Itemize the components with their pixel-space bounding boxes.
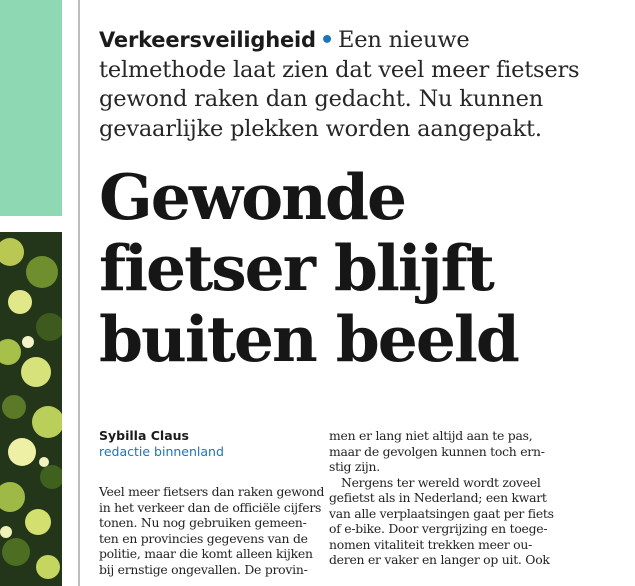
body-paragraph (329, 428, 579, 475)
intro-line: gevaarlijke plekken worden aangepakt. (99, 115, 542, 142)
headline (99, 162, 635, 375)
body-column-2 (329, 428, 579, 568)
body-line: men er lang niet altijd aan te pas, (329, 428, 533, 443)
body-line: ten en provincies gegevens van de (99, 530, 308, 546)
author-department: redactie binnenland (99, 444, 224, 459)
headline-line: fietser blijft (99, 231, 493, 305)
foliage-photo (0, 232, 62, 586)
article (99, 0, 635, 586)
body-line: politie, maar die komt alleen kijken (99, 546, 313, 561)
intro-paragraph (99, 26, 629, 144)
intro-line: telmethode laat zien dat veel meer fietsers (99, 56, 580, 83)
body-line: bij ernstige ongevallen. De provin- (99, 561, 308, 577)
headline-line: buiten beeld (99, 302, 518, 376)
body-line: maar de gevolgen kunnen toch ern- (329, 443, 545, 459)
intro-line: gewond raken dan gedacht. Nu kunnen (99, 86, 544, 112)
body-line: nomen vitaliteit trekken meer ou- (329, 536, 533, 552)
body-line: tonen. Nu nog gebruiken gemeen- (99, 515, 307, 530)
left-margin-strip (0, 0, 78, 586)
body-paragraph (99, 484, 325, 577)
body-line: Nergens ter wereld wordt zoveel (341, 474, 541, 490)
body-line: in het verkeer dan de officiële cijfers (99, 499, 322, 515)
author-name: Sybilla Claus (99, 428, 189, 443)
intro-line: Een nieuwe (338, 27, 470, 53)
mint-color-block (0, 0, 62, 216)
kicker: Verkeersveiligheid (99, 28, 316, 52)
column-divider (78, 0, 80, 586)
kicker-bullet: • (319, 27, 335, 53)
body-line: deren er vaker en langer op uit. Ook (329, 552, 550, 567)
body-line: Veel meer fietsers dan raken gewond (99, 484, 325, 499)
body-line: van alle verplaatsingen gaat per fiets (329, 505, 554, 521)
body-paragraph (329, 475, 579, 568)
body-line: of e-bike. Door vergrijzing en toege- (329, 521, 548, 536)
body-line: gefietst als in Nederland; een kwart (329, 490, 547, 505)
headline-line: Gewonde (99, 160, 406, 234)
body-column-1 (99, 428, 325, 577)
body-line: stig zijn. (329, 459, 380, 474)
